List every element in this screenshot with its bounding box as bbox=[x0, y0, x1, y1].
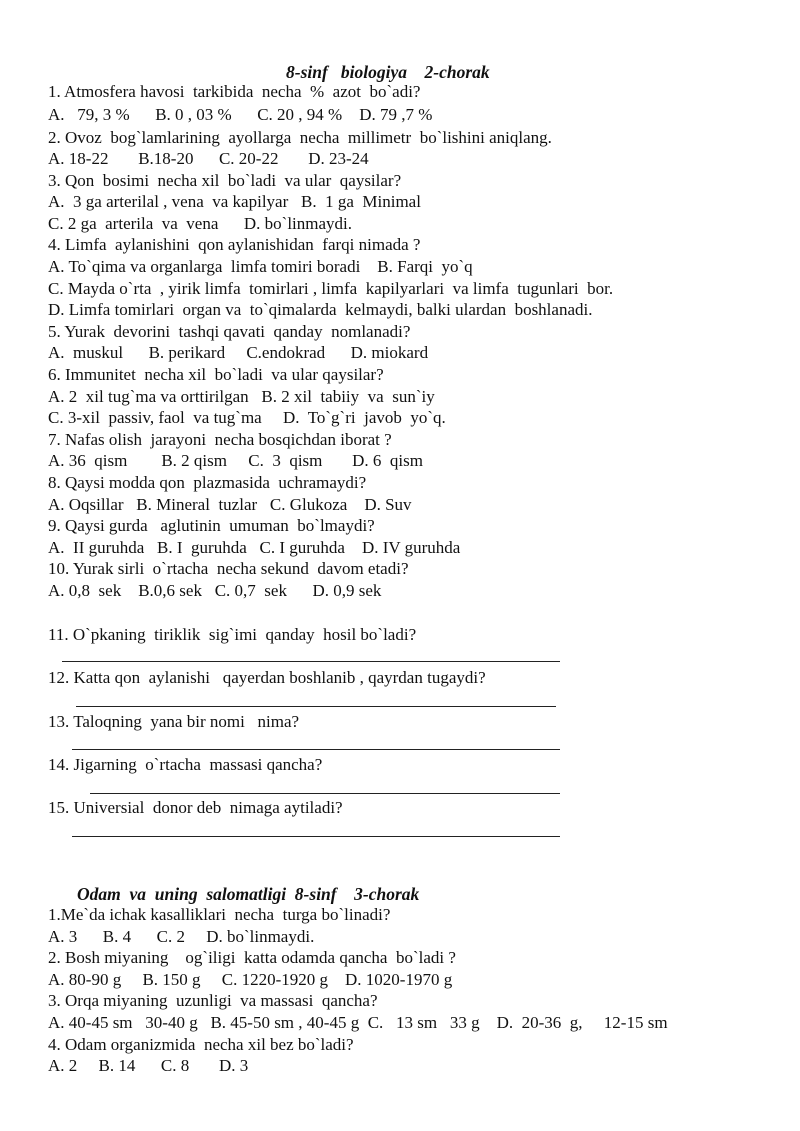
question-line: 1. Atmosfera havosi tarkibida necha % azot bo`adi? bbox=[48, 82, 421, 101]
answer-line: A. 0,8 sek B.0,6 sek C. 0,7 sek D. 0,9 sek bbox=[48, 581, 382, 600]
answer-line: A. 2 B. 14 C. 8 D. 3 bbox=[48, 1056, 249, 1075]
question-line: 2. Bosh miyaning og`iligi katta odamda qancha bo`ladi ? bbox=[48, 948, 456, 967]
question-line: 10. Yurak sirli o`rtacha necha sekund davom etadi? bbox=[48, 559, 409, 578]
open-question: 14. Jigarning o`rtacha massasi qancha? bbox=[48, 755, 323, 774]
answer-line: A. II guruhda B. I guruhda C. I guruhda D. IV guruhda bbox=[48, 538, 461, 557]
answer-line: A. 36 qism B. 2 qism C. 3 qism D. 6 qism bbox=[48, 451, 423, 470]
answer-blank[interactable] bbox=[72, 749, 560, 750]
answer-line: A. 40-45 sm 30-40 g B. 45-50 sm , 40-45 g C. 13 sm 33 g D. 20-36 g, 12-15 sm bbox=[48, 1013, 668, 1032]
section2-title: Odam va uning salomatligi 8-sinf 3-chorak bbox=[77, 884, 420, 904]
answer-line: A. muskul B. perikard C.endokrad D. miokard bbox=[48, 343, 429, 362]
answer-blank[interactable] bbox=[76, 706, 556, 707]
answer-blank[interactable] bbox=[72, 836, 560, 837]
answer-line: C. Mayda o`rta , yirik limfa tomirlari , limfa kapilyarlari va limfa tugunlari bor. bbox=[48, 279, 614, 298]
question-line: 5. Yurak devorini tashqi qavati qanday nomlanadi? bbox=[48, 322, 411, 341]
question-line: 4. Odam organizmida necha xil bez bo`ladi? bbox=[48, 1035, 354, 1054]
answer-line: C. 3-xil passiv, faol va tug`ma D. To`g`ri javob yo`q. bbox=[48, 408, 446, 427]
answer-line: D. Limfa tomirlari organ va to`qimalarda kelmaydi, balki ulardan boshlanadi. bbox=[48, 300, 593, 319]
section1-title: 8-sinf biologiya 2-chorak bbox=[286, 62, 490, 82]
answer-line: A. 3 B. 4 C. 2 D. bo`linmaydi. bbox=[48, 927, 315, 946]
question-line: 8. Qaysi modda qon plazmasida uchramaydi? bbox=[48, 473, 367, 492]
open-question: 12. Katta qon aylanishi qayerdan boshlanib , qayrdan tugaydi? bbox=[48, 668, 486, 687]
question-line: 1.Me`da ichak kasalliklari necha turga bo`linadi? bbox=[48, 905, 391, 924]
answer-line: A. 18-22 B.18-20 C. 20-22 D. 23-24 bbox=[48, 149, 369, 168]
answer-line: A. 2 xil tug`ma va orttirilgan B. 2 xil tabiiy va sun`iy bbox=[48, 387, 435, 406]
open-question: 13. Taloqning yana bir nomi nima? bbox=[48, 712, 300, 731]
answer-line: A. 79, 3 % B. 0 , 03 % C. 20 , 94 % D. 79 ,7 % bbox=[48, 105, 433, 124]
question-line: 3. Qon bosimi necha xil bo`ladi va ular qaysilar? bbox=[48, 171, 402, 190]
answer-blank[interactable] bbox=[90, 793, 560, 794]
answer-line: C. 2 ga arterila va vena D. bo`linmaydi. bbox=[48, 214, 353, 233]
answer-line: A. 3 ga arterilal , vena va kapilyar B. 1 ga Minimal bbox=[48, 192, 421, 211]
answer-line: A. Oqsillar B. Mineral tuzlar C. Glukoza D. Suv bbox=[48, 495, 412, 514]
question-line: 3. Orqa miyaning uzunligi va massasi qancha? bbox=[48, 991, 378, 1010]
question-line: 6. Immunitet necha xil bo`ladi va ular qaysilar? bbox=[48, 365, 384, 384]
question-line: 9. Qaysi gurda aglutinin umuman bo`lmaydi? bbox=[48, 516, 375, 535]
answer-line: A. To`qima va organlarga limfa tomiri boradi B. Farqi yo`q bbox=[48, 257, 473, 276]
answer-blank[interactable] bbox=[62, 661, 560, 662]
open-question: 11. O`pkaning tiriklik sig`imi qanday hosil bo`ladi? bbox=[48, 625, 417, 644]
question-line: 7. Nafas olish jarayoni necha bosqichdan iborat ? bbox=[48, 430, 392, 449]
answer-line: A. 80-90 g B. 150 g C. 1220-1920 g D. 1020-1970 g bbox=[48, 970, 453, 989]
question-line: 4. Limfa aylanishini qon aylanishidan farqi nimada ? bbox=[48, 235, 421, 254]
open-question: 15. Universial donor deb nimaga aytiladi? bbox=[48, 798, 343, 817]
question-line: 2. Ovoz bog`lamlarining ayollarga necha millimetr bo`lishini aniqlang. bbox=[48, 128, 552, 147]
